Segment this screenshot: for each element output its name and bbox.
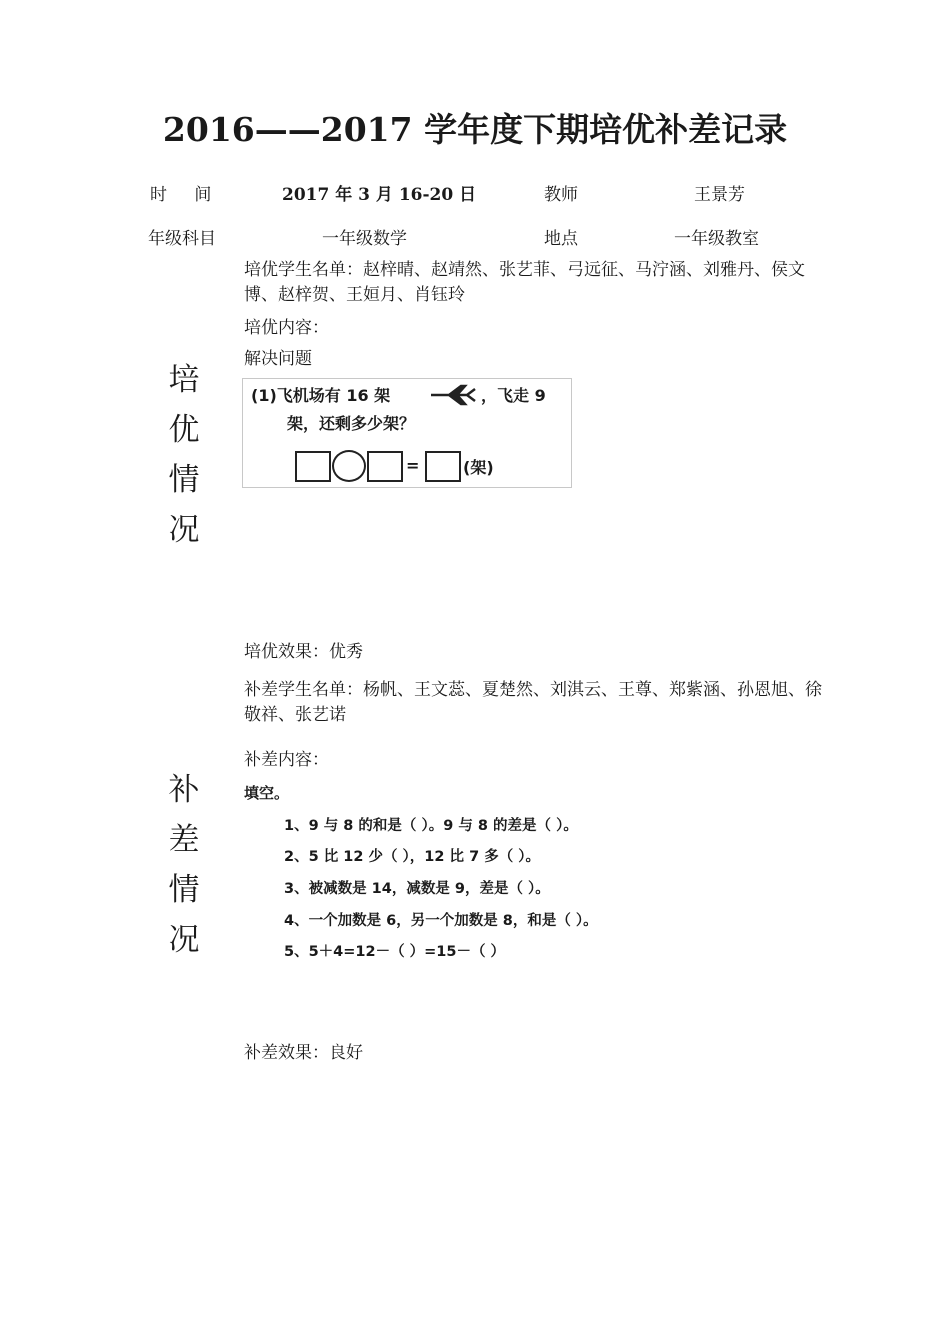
equals-sign: =	[406, 456, 420, 475]
problem-line-2: 架，还剩多少架？	[287, 414, 416, 433]
teacher-label: 教师	[544, 185, 578, 205]
answer-box-3	[425, 451, 461, 482]
grade-value: 一年级数学	[322, 229, 407, 249]
peiyou-content-label: 培优内容：	[244, 318, 329, 338]
place-label: 地点	[544, 229, 578, 249]
fill-blank-heading: 填空。	[244, 784, 290, 802]
bucha-side-label: 补 差 情 况	[168, 772, 200, 958]
operator-circle	[332, 450, 366, 482]
exercise-item: 4、一个加数是 6，另一个加数是 8，和是（ ）。	[284, 913, 598, 929]
exercise-item: 3、被减数是 14，减数是 9，差是（ ）。	[284, 881, 550, 897]
teacher-value: 王景芳	[694, 185, 745, 205]
bucha-content-label: 补差内容：	[244, 750, 329, 770]
word-problem-figure	[242, 378, 572, 488]
exercise-item: 5、5＋4=12－（ ）=15－（ ）	[284, 944, 506, 960]
page-title: 2016——2017 学年度下期培优补差记录	[162, 110, 788, 149]
grade-label: 年级科目	[148, 229, 216, 249]
peiyou-student-list: 培优学生名单：赵梓晴、赵靖然、张艺菲、弓远征、马泞涵、刘雅丹、侯文博、赵梓贺、王姮月、肖钰玲	[244, 260, 805, 305]
problem-line-1: (1)飞机场有 16 架	[251, 386, 391, 405]
bucha-student-list: 补差学生名单：杨帆、王文蕊、夏楚然、刘淇云、王尊、郑紫涵、孙恩旭、徐敬祥、张艺诺	[244, 680, 822, 725]
answer-box-2	[367, 451, 403, 482]
unit-label: (架)	[463, 458, 494, 477]
exercise-item: 1、9 与 8 的和是（ ）。9 与 8 的差是（ ）。	[284, 818, 578, 834]
peiyou-topic: 解决问题	[244, 349, 312, 369]
airplane-icon	[429, 383, 479, 407]
problem-after-plane: ，飞走 9	[481, 386, 546, 405]
exercise-item: 2、5 比 12 少（ ），12 比 7 多（ ）。	[284, 849, 541, 865]
peiyou-side-label: 培 优 情 况	[168, 362, 200, 548]
place-value: 一年级教室	[674, 229, 759, 249]
peiyou-effect: 培优效果：优秀	[244, 642, 363, 662]
answer-box-1	[295, 451, 331, 482]
time-value: 2017 年 3 月 16-20 日	[282, 185, 477, 205]
time-label: 时 间	[150, 185, 212, 205]
bucha-effect: 补差效果：良好	[244, 1043, 363, 1063]
